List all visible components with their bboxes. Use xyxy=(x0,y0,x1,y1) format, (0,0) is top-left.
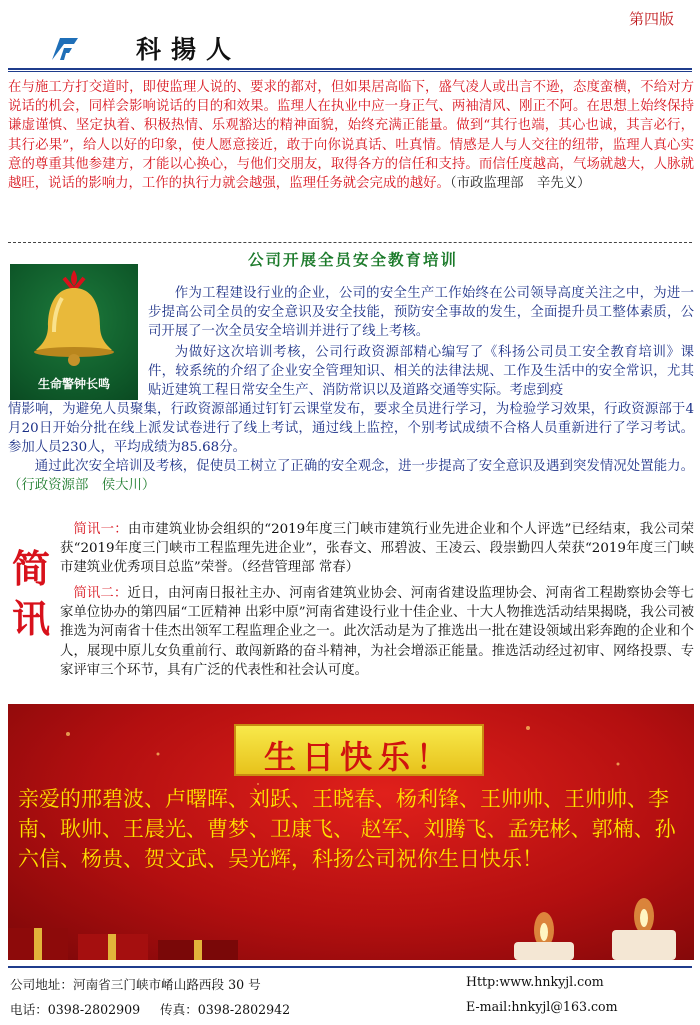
footer-phone: 电话：0398-2802909 xyxy=(10,1002,141,1017)
article2-paragraph-4 xyxy=(8,457,694,495)
header-rule xyxy=(8,68,692,70)
company-logo-icon xyxy=(50,36,80,62)
bell-icon xyxy=(10,264,138,374)
banner-title-plate xyxy=(234,724,484,776)
article1-body: 在与施工方打交道时，即使监理人说的、要求的都对，但如果居高临下，盛气凌人或出言不逊，态度蛮横，不给对方说话的机会，同样会影响说话的目的和效果。监理人在执业中应一身正气、两袖清风、刚正不阿。在思想上始终保持谦虚谨慎、坚定执着、积极热情、乐观豁达的精神面貌，始终充满正能量。做到“其行也端，其心也诚，其言必行，其行必果”，给人以好的印象，使人愿意接近，敢于向你说真话、吐真情。情感是人与人交往的纽带，监理人真心实意的尊重其他参建方，才能以心换心，与他们交朋友，取得各方的信任和支持。而信任度越高，气场就越大，人脉就越旺，说话的影响力，工作的执行力就会越强，监理任务就会完成的越好。 xyxy=(8,80,694,192)
gift-boxes-icon xyxy=(8,910,238,960)
page-number-label: 第四版 xyxy=(628,10,674,28)
article2-paragraph-2: 为做好这次培训考核，公司行政资源部精心编写了《科扬公司员工安全教育培训》课件，较系统的介绍了企业安全管理知识、相关的法律法规、工作及生活中的安全常识，尤其贴近建筑工程日常安全生产、消防常识以及道路交通等实际。考虑到疫 xyxy=(148,345,694,399)
article2-paragraph-1: 作为工程建设行业的企业，公司的安全生产工作始终在公司领导高度关注之中，为进一步提高公司全员的安全意识及安全技能，预防安全事故的发生，全面提升员工整体素质，公司开展了一次全员安全培训并进行了线上考核。 xyxy=(148,286,694,340)
brief-item-1 xyxy=(60,520,694,578)
birthday-greeting: 亲爱的邢碧波、卢曙晖、刘跃、王晓春、杨利锋、王帅帅、王帅帅、李南、耿帅、王晨光、曹梦、卫康飞、 赵军、刘腾飞、孟宪彬、郭楠、孙六信、杨贵、贺文武、吴光辉，科扬公司祝你生日快乐！ xyxy=(18,787,676,871)
article-supervision-communication xyxy=(8,78,694,193)
bell-image-caption: 生命警钟长鸣 xyxy=(37,377,110,391)
footer-fax: 传真：0398-2802942 xyxy=(160,1002,291,1017)
article2-title: 公司开展全员安全教育培训 xyxy=(248,251,459,269)
safety-bell-image xyxy=(10,264,138,400)
brief-item-2 xyxy=(60,584,694,680)
brief-item-2-text: 近日，由河南日报社主办、河南省建筑业协会、河南省建设监理协会、河南省工程勘察协会等七家单位协办的第四届“工匠精神 出彩中原”河南省建设行业十佳企业、十大人物推选活动结果揭晓，我公司被推选为河南省十佳杰出领军工程监理企业之一。此次活动是为了推选出一批在建设领域出彩奔跑的企业和个人，展现中原儿女负重前行、敢闯新路的奋斗精神，为社会增添正能量。推选活动经过初审、网络投票、专家评审三个环节，具有广泛的代表性和社会认可度。 xyxy=(60,586,695,678)
footer-rule xyxy=(8,966,692,968)
footer-email-link[interactable]: E-mail:hnkyjl@163.com xyxy=(466,999,618,1014)
masthead-title: 科揚人 xyxy=(136,35,242,64)
briefs-heading-char-1: 简 xyxy=(12,547,51,591)
candles-icon xyxy=(484,890,694,960)
birthday-banner xyxy=(8,704,694,960)
brief-item-2-tag: 简讯二： xyxy=(73,586,128,601)
footer-website-link[interactable]: Http:www.hnkyjl.com xyxy=(466,974,604,989)
article2-paragraph-3: 情影响，为避免人员聚集，行政资源部通过钉钉云课堂发布，要求全员进行学习，为检验学习效果，行政资源部于4月20日开始分批在线上派发试卷进行了线上考试，通过线上监控，个别考试成绩不合格人员重新进行了学习考试。参加人员230人，平均成绩为85.68分。 xyxy=(8,402,694,456)
article1-signature: （市政监理部 辛先义） xyxy=(449,176,591,192)
article2-signature: （行政资源部 侯大川） xyxy=(8,478,156,494)
brief-item-1-tag: 简讯一： xyxy=(73,522,128,537)
header-rule-thin xyxy=(8,71,692,72)
banner-title: 生日快乐！ xyxy=(263,738,454,776)
briefs-heading-char-2: 讯 xyxy=(12,597,51,641)
footer-address: 公司地址：河南省三门峡市崤山路西段 30 号 xyxy=(10,977,261,992)
brief-item-1-text: 由市建筑业协会组织的“2019年度三门峡市建筑行业先进企业和个人评选”已经结束，我公司荣获“2019年度三门峡市工程监理先进企业”，张春文、邢碧波、王凌云、段崇勤四人荣获“2019年度三门峡市建筑业优秀项目总监”荣誉。（经营管理部 常春） xyxy=(60,522,695,576)
article2-paragraph-4-text: 通过此次安全培训及考核，促使员工树立了正确的安全观念，进一步提高了安全意识及遇到突发情况处置能力。 xyxy=(34,459,694,474)
section-divider xyxy=(8,242,692,243)
